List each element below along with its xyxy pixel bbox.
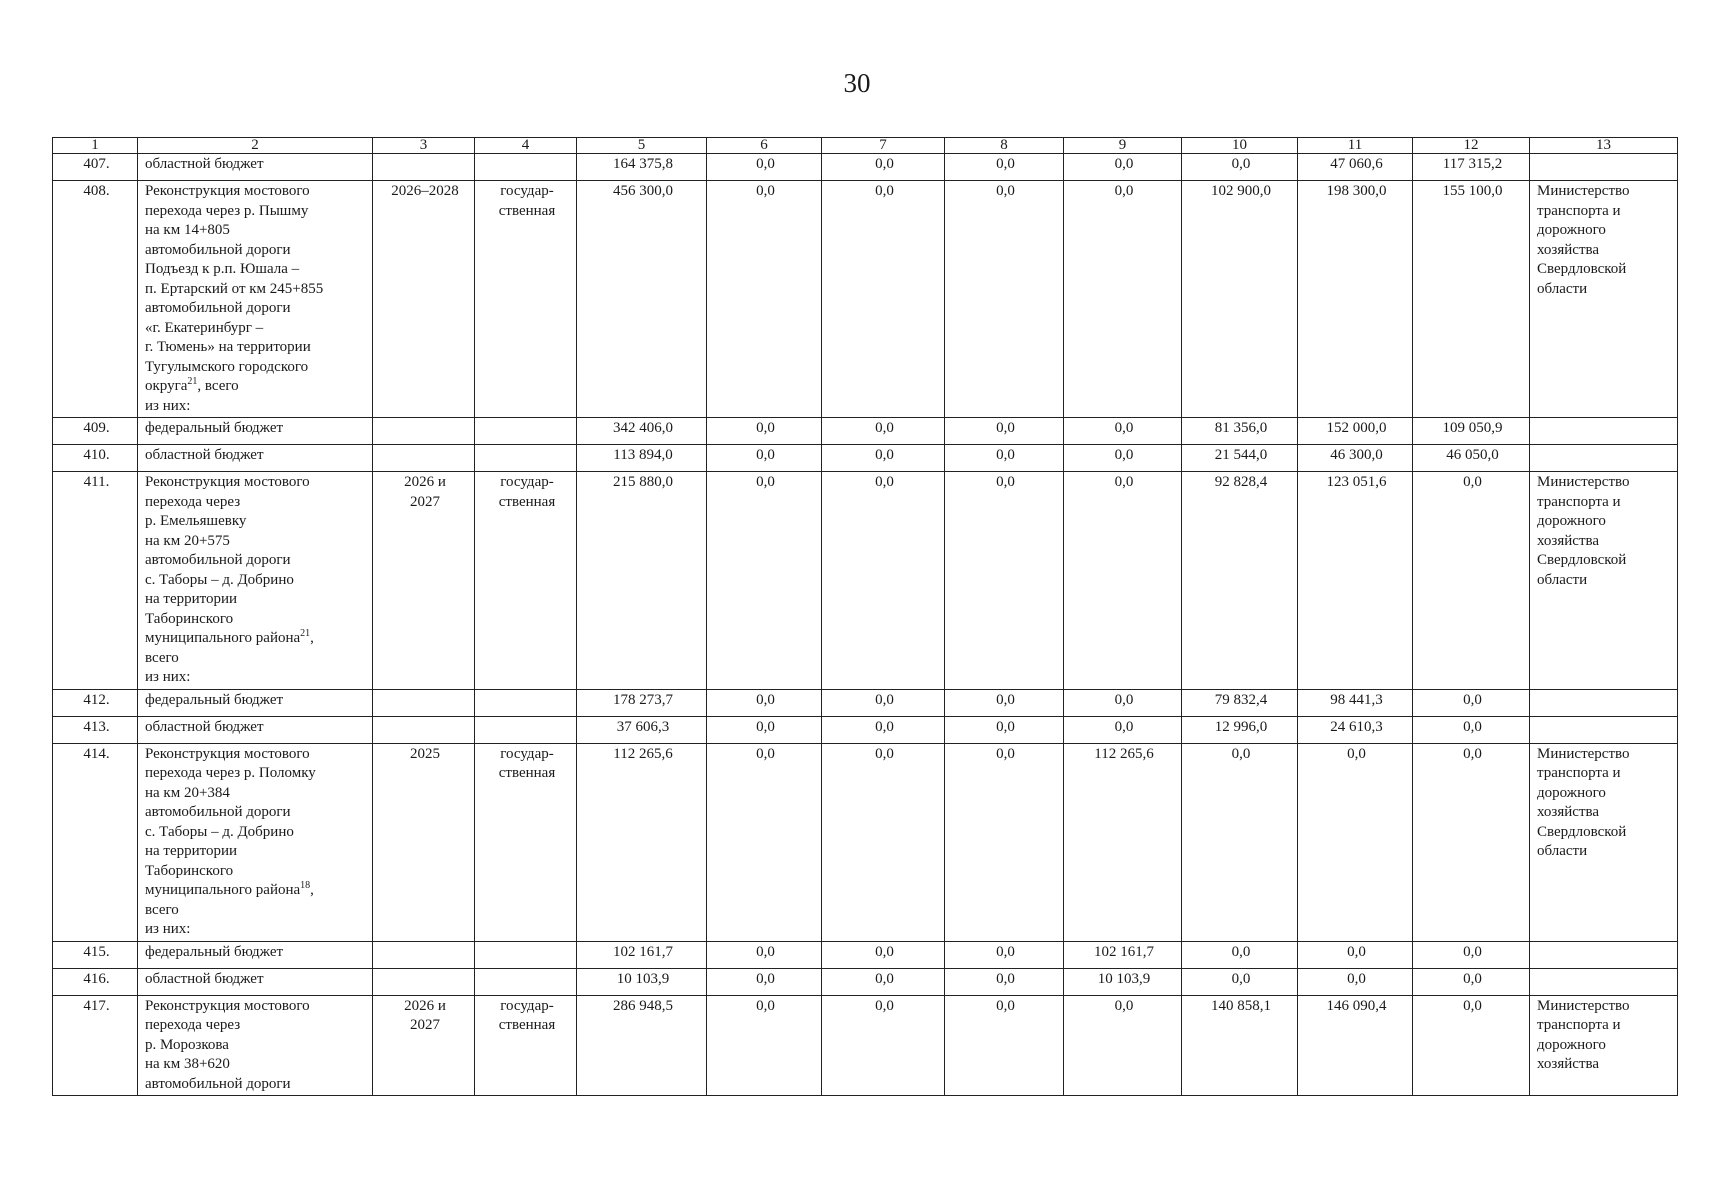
- row-years: 2026 и 2027: [373, 472, 475, 690]
- row-years: [373, 418, 475, 445]
- row-value-col-11: 198 300,0: [1298, 181, 1413, 418]
- row-value-col-7: 0,0: [822, 445, 945, 472]
- row-number: 413.: [53, 716, 138, 743]
- row-years: [373, 968, 475, 995]
- budget-row: [53, 689, 1678, 716]
- project-row: [53, 743, 1678, 941]
- row-value-col-8: 0,0: [945, 689, 1064, 716]
- row-value-col-11: 0,0: [1298, 743, 1413, 941]
- row-property-type: [475, 968, 577, 995]
- row-value-col-5: 456 300,0: [577, 181, 707, 418]
- row-ministry: Министерство транспорта и дорожного хозяйства Свердловской области: [1530, 181, 1678, 418]
- row-value-col-11: 0,0: [1298, 941, 1413, 968]
- row-value-col-8: 0,0: [945, 743, 1064, 941]
- row-value-col-6: 0,0: [707, 445, 822, 472]
- row-value-col-5: 113 894,0: [577, 445, 707, 472]
- row-value-col-11: 152 000,0: [1298, 418, 1413, 445]
- row-value-col-5: 102 161,7: [577, 941, 707, 968]
- row-value-col-9: 0,0: [1064, 995, 1182, 1096]
- column-number-12: 12: [1413, 138, 1530, 154]
- row-property-type: государ- ственная: [475, 743, 577, 941]
- row-years: [373, 941, 475, 968]
- row-name: Реконструкция мостового перехода через р. Поломку на км 20+384 автомобильной дороги с. Таборы – д. Добрино на территории Таборинского муниципального района$^{18}$, всего из них:: [138, 743, 373, 941]
- row-number: 407.: [53, 154, 138, 181]
- column-number-8: 8: [945, 138, 1064, 154]
- row-value-col-8: 0,0: [945, 445, 1064, 472]
- row-value-col-10: 12 996,0: [1182, 716, 1298, 743]
- row-ministry: [1530, 968, 1678, 995]
- row-value-col-9: 0,0: [1064, 154, 1182, 181]
- column-number-3: 3: [373, 138, 475, 154]
- row-value-col-7: 0,0: [822, 716, 945, 743]
- row-value-col-12: 155 100,0: [1413, 181, 1530, 418]
- row-value-col-12: 117 315,2: [1413, 154, 1530, 181]
- row-ministry: [1530, 154, 1678, 181]
- page-number: 30: [843, 68, 871, 98]
- row-value-col-9: 10 103,9: [1064, 968, 1182, 995]
- row-value-col-7: 0,0: [822, 472, 945, 690]
- column-number-11: 11: [1298, 138, 1413, 154]
- row-property-type: [475, 689, 577, 716]
- column-number-7: 7: [822, 138, 945, 154]
- row-value-col-10: 21 544,0: [1182, 445, 1298, 472]
- row-value-col-9: 0,0: [1064, 418, 1182, 445]
- row-value-col-10: 102 900,0: [1182, 181, 1298, 418]
- row-name: федеральный бюджет: [138, 418, 373, 445]
- row-value-col-11: 123 051,6: [1298, 472, 1413, 690]
- row-years: 2026 и 2027: [373, 995, 475, 1096]
- row-value-col-11: 24 610,3: [1298, 716, 1413, 743]
- row-value-col-10: 0,0: [1182, 968, 1298, 995]
- footnote-ref: 21: [300, 628, 311, 639]
- row-years: [373, 689, 475, 716]
- row-value-col-9: 112 265,6: [1064, 743, 1182, 941]
- row-value-col-9: 0,0: [1064, 689, 1182, 716]
- row-value-col-12: 0,0: [1413, 968, 1530, 995]
- row-number: 408.: [53, 181, 138, 418]
- row-name: областной бюджет: [138, 154, 373, 181]
- row-name: федеральный бюджет: [138, 941, 373, 968]
- row-value-col-5: 37 606,3: [577, 716, 707, 743]
- row-name: Реконструкция мостового перехода через р. Емельяшевку на км 20+575 автомобильной дороги с. Таборы – д. Добрино на территории Таборинского муниципального района$^{21}$, всего из них:: [138, 472, 373, 690]
- row-value-col-6: 0,0: [707, 941, 822, 968]
- row-value-col-9: 0,0: [1064, 716, 1182, 743]
- row-value-col-6: 0,0: [707, 689, 822, 716]
- row-number: 409.: [53, 418, 138, 445]
- row-value-col-12: 0,0: [1413, 743, 1530, 941]
- row-value-col-8: 0,0: [945, 941, 1064, 968]
- row-value-col-5: 178 273,7: [577, 689, 707, 716]
- row-value-col-12: 0,0: [1413, 716, 1530, 743]
- row-number: 416.: [53, 968, 138, 995]
- row-value-col-9: 0,0: [1064, 181, 1182, 418]
- row-value-col-7: 0,0: [822, 941, 945, 968]
- row-value-col-8: 0,0: [945, 181, 1064, 418]
- budget-row: [53, 418, 1678, 445]
- row-number: 417.: [53, 995, 138, 1096]
- row-value-col-5: 342 406,0: [577, 418, 707, 445]
- row-value-col-8: 0,0: [945, 154, 1064, 181]
- row-value-col-10: 0,0: [1182, 154, 1298, 181]
- row-number: 410.: [53, 445, 138, 472]
- row-property-type: государ- ственная: [475, 995, 577, 1096]
- row-name: областной бюджет: [138, 968, 373, 995]
- column-number-13: 13: [1530, 138, 1678, 154]
- row-value-col-12: 0,0: [1413, 472, 1530, 690]
- row-value-col-8: 0,0: [945, 995, 1064, 1096]
- row-value-col-8: 0,0: [945, 716, 1064, 743]
- row-name: Реконструкция мостового перехода через р. Морозкова на км 38+620 автомобильной дороги: [138, 995, 373, 1096]
- row-property-type: [475, 716, 577, 743]
- row-value-col-9: 0,0: [1064, 445, 1182, 472]
- row-value-col-10: 0,0: [1182, 743, 1298, 941]
- row-value-col-7: 0,0: [822, 418, 945, 445]
- footnote-ref: 18: [300, 880, 311, 891]
- row-value-col-8: 0,0: [945, 472, 1064, 690]
- column-number-4: 4: [475, 138, 577, 154]
- row-value-col-11: 146 090,4: [1298, 995, 1413, 1096]
- row-value-col-6: 0,0: [707, 418, 822, 445]
- row-value-col-11: 46 300,0: [1298, 445, 1413, 472]
- row-value-col-11: 0,0: [1298, 968, 1413, 995]
- row-value-col-12: 0,0: [1413, 995, 1530, 1096]
- row-years: [373, 716, 475, 743]
- row-value-col-6: 0,0: [707, 995, 822, 1096]
- row-value-col-8: 0,0: [945, 968, 1064, 995]
- row-ministry: [1530, 716, 1678, 743]
- row-value-col-12: 46 050,0: [1413, 445, 1530, 472]
- row-value-col-7: 0,0: [822, 995, 945, 1096]
- row-value-col-5: 112 265,6: [577, 743, 707, 941]
- column-number-2: 2: [138, 138, 373, 154]
- budget-row: [53, 716, 1678, 743]
- row-ministry: [1530, 689, 1678, 716]
- budget-row: [53, 445, 1678, 472]
- row-value-col-8: 0,0: [945, 418, 1064, 445]
- row-ministry: [1530, 941, 1678, 968]
- row-property-type: [475, 941, 577, 968]
- budget-row: [53, 968, 1678, 995]
- row-value-col-6: 0,0: [707, 968, 822, 995]
- row-name: областной бюджет: [138, 716, 373, 743]
- row-value-col-11: 47 060,6: [1298, 154, 1413, 181]
- budget-row: [53, 941, 1678, 968]
- row-name: Реконструкция мостового перехода через р. Пышму на км 14+805 автомобильной дороги Подъезд к р.п. Юшала – п. Ертарский от км 245+855 автомобильной дороги «г. Екатеринбург – г. Тюмень» на территории Тугулымского городского округа$^{21}$, всего из них:: [138, 181, 373, 418]
- row-value-col-6: 0,0: [707, 716, 822, 743]
- row-number: 415.: [53, 941, 138, 968]
- row-value-col-5: 164 375,8: [577, 154, 707, 181]
- row-property-type: государ- ственная: [475, 181, 577, 418]
- row-value-col-6: 0,0: [707, 743, 822, 941]
- row-years: 2026–2028: [373, 181, 475, 418]
- column-number-1: 1: [53, 138, 138, 154]
- budget-table: [52, 137, 1678, 1096]
- column-number-10: 10: [1182, 138, 1298, 154]
- row-number: 414.: [53, 743, 138, 941]
- row-value-col-7: 0,0: [822, 968, 945, 995]
- row-value-col-10: 140 858,1: [1182, 995, 1298, 1096]
- column-number-6: 6: [707, 138, 822, 154]
- row-value-col-12: 0,0: [1413, 689, 1530, 716]
- row-ministry: Министерство транспорта и дорожного хозяйства Свердловской области: [1530, 472, 1678, 690]
- row-years: [373, 154, 475, 181]
- row-value-col-11: 98 441,3: [1298, 689, 1413, 716]
- row-value-col-5: 286 948,5: [577, 995, 707, 1096]
- row-name: областной бюджет: [138, 445, 373, 472]
- row-value-col-5: 215 880,0: [577, 472, 707, 690]
- row-value-col-10: 0,0: [1182, 941, 1298, 968]
- row-property-type: государ- ственная: [475, 472, 577, 690]
- budget-row: [53, 154, 1678, 181]
- project-row: [53, 995, 1678, 1096]
- row-value-col-6: 0,0: [707, 181, 822, 418]
- row-value-col-7: 0,0: [822, 743, 945, 941]
- row-property-type: [475, 445, 577, 472]
- footnote-ref: 21: [187, 376, 198, 387]
- row-value-col-9: 102 161,7: [1064, 941, 1182, 968]
- row-value-col-10: 92 828,4: [1182, 472, 1298, 690]
- row-ministry: [1530, 445, 1678, 472]
- row-years: 2025: [373, 743, 475, 941]
- row-value-col-12: 0,0: [1413, 941, 1530, 968]
- row-name: федеральный бюджет: [138, 689, 373, 716]
- row-ministry: [1530, 418, 1678, 445]
- row-value-col-7: 0,0: [822, 689, 945, 716]
- row-value-col-10: 81 356,0: [1182, 418, 1298, 445]
- row-value-col-7: 0,0: [822, 154, 945, 181]
- row-value-col-6: 0,0: [707, 472, 822, 690]
- row-property-type: [475, 154, 577, 181]
- row-value-col-5: 10 103,9: [577, 968, 707, 995]
- row-number: 412.: [53, 689, 138, 716]
- row-value-col-10: 79 832,4: [1182, 689, 1298, 716]
- row-value-col-12: 109 050,9: [1413, 418, 1530, 445]
- column-number-5: 5: [577, 138, 707, 154]
- column-number-9: 9: [1064, 138, 1182, 154]
- row-property-type: [475, 418, 577, 445]
- row-value-col-7: 0,0: [822, 181, 945, 418]
- project-row: [53, 181, 1678, 418]
- row-ministry: Министерство транспорта и дорожного хозяйства Свердловской области: [1530, 743, 1678, 941]
- row-years: [373, 445, 475, 472]
- row-ministry: Министерство транспорта и дорожного хозяйства: [1530, 995, 1678, 1096]
- column-number-row: [53, 138, 1678, 154]
- project-row: [53, 472, 1678, 690]
- row-number: 411.: [53, 472, 138, 690]
- row-value-col-6: 0,0: [707, 154, 822, 181]
- row-value-col-9: 0,0: [1064, 472, 1182, 690]
